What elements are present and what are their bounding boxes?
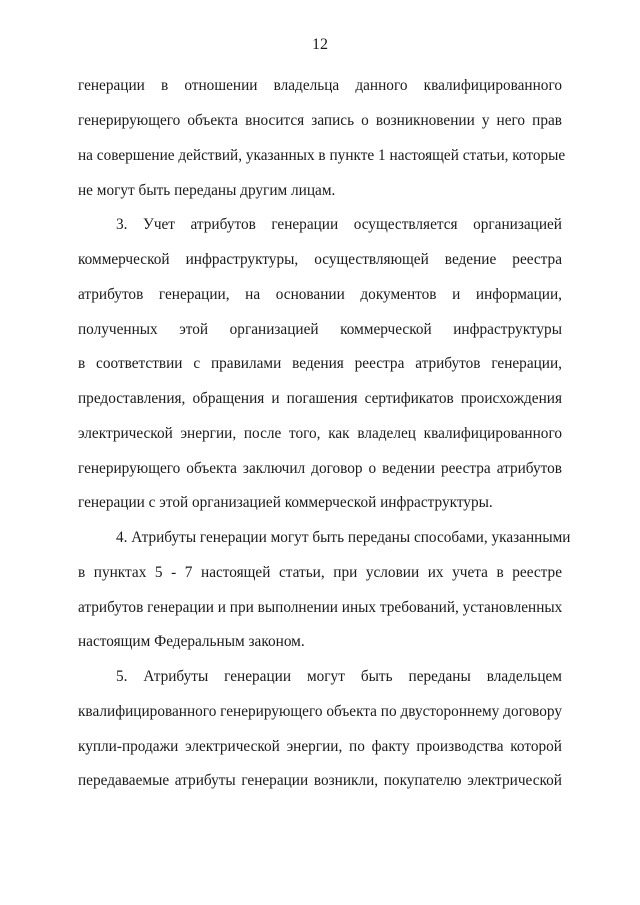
text-line: купли-продажи электрической энергии, по факту производства которой: [78, 738, 562, 755]
text-line: электрической энергии, после того, как владелец квалифицированного: [78, 425, 562, 442]
text-line: генерирующего объекта вносится запись о возникновении у него прав: [78, 112, 562, 129]
text-line: предоставления, обращения и погашения сертификатов происхождения: [78, 390, 562, 407]
text-line: на совершение действий, указанных в пункте 1 настоящей статьи, которые: [78, 147, 566, 164]
text-line: квалифицированного генерирующего объекта по двустороннему договору: [78, 703, 562, 720]
text-line: 4. Атрибуты генерации могут быть переданы способами, указанными: [116, 529, 571, 546]
text-line: не могут быть переданы другим лицам.: [78, 182, 336, 199]
text-line: настоящим Федеральным законом.: [78, 633, 305, 650]
page-number: 12: [312, 36, 328, 53]
text-line: 3. Учет атрибутов генерации осуществляется организацией: [116, 216, 562, 233]
text-line: в соответствии с правилами ведения реестра атрибутов генерации,: [78, 355, 562, 372]
text-line: полученных этой организацией коммерческой инфраструктуры: [78, 321, 562, 338]
text-line: передаваемые атрибуты генерации возникли, покупателю электрической: [78, 772, 562, 789]
text-line: генерации в отношении владельца данного квалифицированного: [78, 77, 562, 94]
text-line: атрибутов генерации, на основании документов и информации,: [78, 286, 562, 303]
text-line: генерации с этой организацией коммерческой инфраструктуры.: [78, 494, 493, 511]
text-line: 5. Атрибуты генерации могут быть переданы владельцем: [116, 668, 562, 685]
text-line: в пунктах 5 - 7 настоящей статьи, при условии их учета в реестре: [78, 564, 562, 581]
text-line: коммерческой инфраструктуры, осуществляющей ведение реестра: [78, 251, 562, 268]
text-line: атрибутов генерации и при выполнении иных требований, установленных: [78, 599, 563, 616]
text-line: генерирующего объекта заключил договор о ведении реестра атрибутов: [78, 460, 562, 477]
